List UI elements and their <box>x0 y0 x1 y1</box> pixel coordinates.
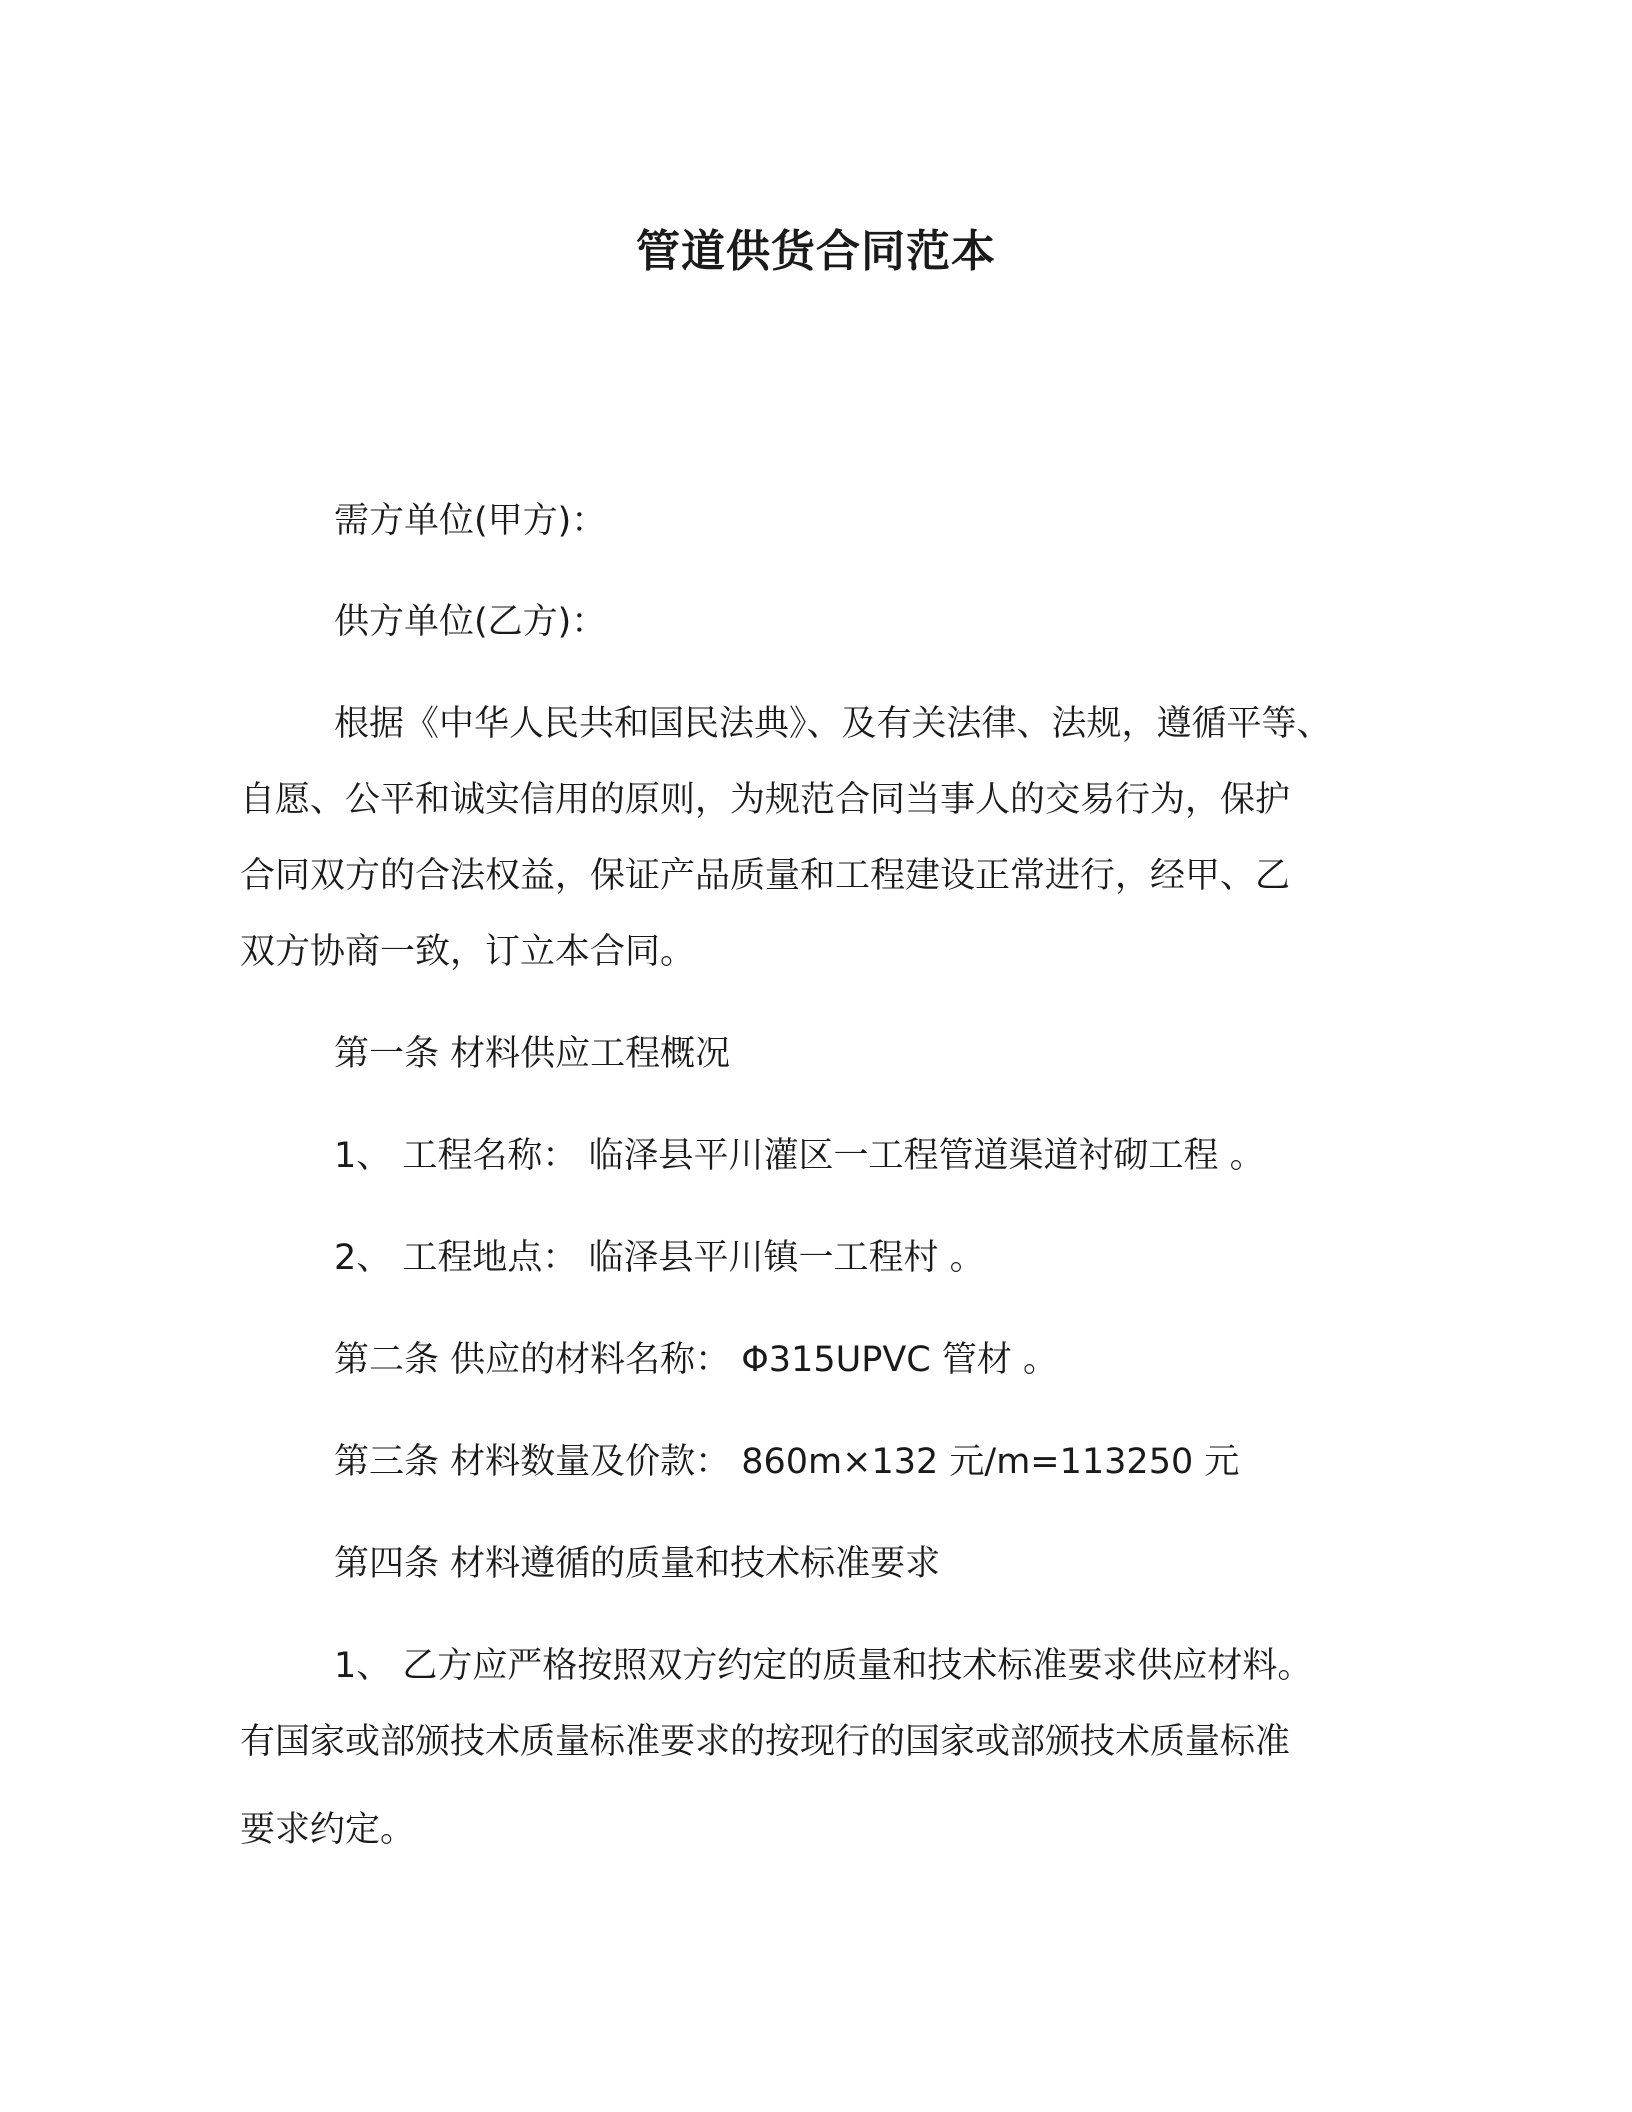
article-4-item-1-line-2: 有国家或部颁技术质量标准要求的按现行的国家或部颁技术质量标准 <box>240 1722 1291 1762</box>
article-3-line: 第三条 材料数量及价款： 860m×132 元/m=113250 元 <box>334 1442 1240 1482</box>
article-1-heading: 第一条 材料供应工程概况 <box>334 1034 731 1074</box>
party-b-line: 供方单位(乙方)： <box>334 602 607 642</box>
article-4-heading: 第四条 材料遵循的质量和技术标准要求 <box>334 1544 941 1584</box>
article-2-line: 第二条 供应的材料名称： Φ315UPVC 管材 。 <box>334 1340 1058 1380</box>
party-a-line: 需方单位(甲方)： <box>334 501 607 541</box>
article-1-item-2: 2、 工程地点： 临泽县平川镇一工程村 。 <box>334 1238 985 1278</box>
preamble-line-2: 自愿、公平和诚实信用的原则，为规范合同当事人的交易行为，保护 <box>240 780 1291 820</box>
preamble-line-4: 双方协商一致，订立本合同。 <box>240 932 696 972</box>
preamble-line-3: 合同双方的合法权益，保证产品质量和工程建设正常进行，经甲、乙 <box>240 856 1291 896</box>
preamble-line-1: 根据《中华人民共和国民法典》、及有关法律、法规，遵循平等、 <box>334 704 1332 744</box>
article-1-item-1: 1、 工程名称： 临泽县平川灌区一工程管道渠道衬砌工程 。 <box>334 1136 1265 1176</box>
document-title: 管道供货合同范本 <box>636 226 996 277</box>
article-4-item-1-line-3: 要求约定。 <box>240 1810 416 1850</box>
article-4-item-1-line-1: 1、 乙方应严格按照双方约定的质量和技术标准要求供应材料。 <box>334 1646 1313 1686</box>
